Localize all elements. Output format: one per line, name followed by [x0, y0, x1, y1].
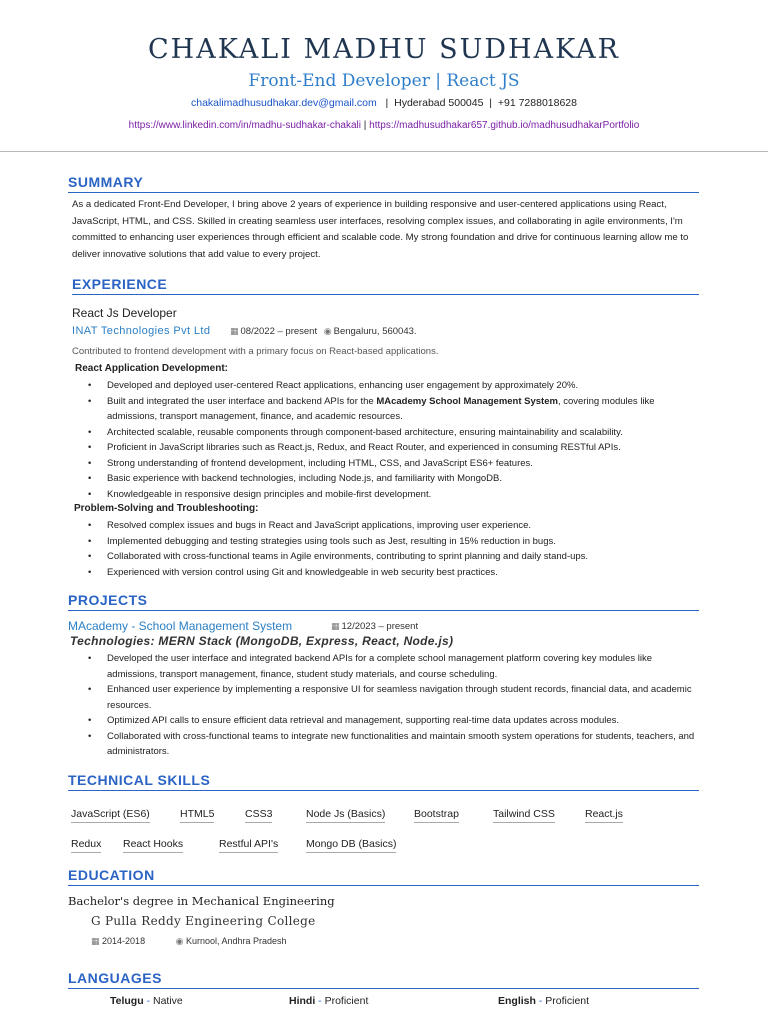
education-years: 2014-2018	[102, 936, 146, 946]
project-tech: Technologies: MERN Stack (MongoDB, Express, React, Node.js)	[70, 634, 454, 648]
portfolio-link[interactable]: https://madhusudhakar657.github.io/madhusudhakarPortfolio	[369, 120, 640, 131]
header-divider	[0, 151, 768, 152]
candidate-name: CHAKALI MADHU SUDHAKAR	[148, 34, 620, 65]
group2-list	[88, 518, 703, 580]
project-meta	[331, 621, 418, 632]
job-location: Bengaluru, 560043.	[333, 326, 417, 337]
skill-tag: Restful API's	[219, 838, 278, 853]
list-item	[88, 394, 703, 425]
languages-heading: LANGUAGES	[68, 970, 699, 989]
group2-heading: Problem-Solving and Troubleshooting:	[74, 503, 259, 514]
calendar-icon: ▦	[230, 326, 239, 336]
language-dash: -	[146, 995, 151, 1007]
job-title: React Js Developer	[72, 306, 177, 320]
language-level: Proficient	[545, 995, 590, 1007]
skill-tag: HTML5	[180, 808, 214, 823]
skill-tag: Tailwind CSS	[493, 808, 555, 823]
skill-tag: React.js	[585, 808, 623, 823]
language-name: Telugu	[110, 995, 144, 1007]
list-item: • Developed the user interface and integrated backend APIs for a complete school management platform covering key modules like admissions, transport management, finance, student study materials, and course scheduling.	[88, 651, 703, 682]
item-bold-text: MAcademy School Management System	[376, 395, 558, 407]
language-name: Hindi	[289, 995, 316, 1007]
education-college: G Pulla Reddy Engineering College	[91, 914, 316, 928]
experience-heading: EXPERIENCE	[72, 276, 699, 295]
list-item: • Enhanced user experience by implementing a responsive UI for seamless navigation through student records, financial data, and academic resources.	[88, 682, 703, 713]
education-degree: Bachelor's degree in Mechanical Engineering	[68, 894, 335, 908]
calendar-icon: ▦	[91, 936, 100, 946]
education-heading: EDUCATION	[68, 867, 699, 886]
language-item	[498, 995, 589, 1007]
language-name: English	[498, 995, 536, 1007]
links-separator: |	[363, 120, 367, 131]
location-pin-icon: ◉	[323, 326, 332, 336]
list-item: • Strong understanding of frontend development, including HTML, CSS, and JavaScript ES6+ features.	[88, 456, 703, 472]
calendar-icon: ▦	[331, 621, 340, 631]
projects-heading: PROJECTS	[68, 592, 699, 611]
summary-heading: SUMMARY	[68, 174, 699, 193]
job-meta	[230, 326, 417, 337]
list-item: • Developed and deployed user-centered React applications, enhancing user engagement by approximately 20%.	[88, 378, 703, 394]
item-text: , covering modules like admissions, transport management, finance, and academic resources.	[107, 395, 655, 422]
project-name: MAcademy - School Management System	[68, 619, 293, 633]
skill-tag: React Hooks	[123, 838, 183, 853]
skill-tag: Redux	[71, 838, 101, 853]
list-item: • Basic experience with backend technologies, including Node.js, and familiarity with MongoDB.	[88, 471, 703, 487]
phone-text: +91 7288018628	[497, 97, 577, 109]
location-pin-icon: ◉	[175, 936, 184, 946]
job-intro: Contributed to frontend development with a primary focus on React-based applications.	[72, 346, 439, 357]
job-dates: 08/2022 – present	[240, 326, 318, 337]
language-level: Native	[152, 995, 183, 1007]
email-link[interactable]: chakalimadhusudhakar.dev@gmail.com	[191, 97, 377, 109]
education-meta	[91, 936, 287, 947]
skills-heading: TECHNICAL SKILLS	[68, 772, 699, 791]
list-item: • Optimized API calls to ensure efficient data retrieval and management, supporting real-time data updates across modules.	[88, 713, 703, 729]
list-item: • Collaborated with cross-functional teams in Agile environments, contributing to sprint planning and daily stand-ups.	[88, 549, 703, 565]
skill-tag: Node Js (Basics)	[306, 808, 385, 823]
list-item: • Implemented debugging and testing strategies using tools such as Jest, resulting in 15% reduction in bugs.	[88, 534, 703, 550]
item-text: Built and integrated the user interface and backend APIs for the	[107, 395, 377, 407]
language-level: Proficient	[324, 995, 369, 1007]
project-dates: 12/2023 – present	[341, 621, 419, 632]
contact-line	[0, 97, 768, 109]
language-item	[110, 995, 183, 1007]
list-item: • Knowledgeable in responsive design principles and mobile-first development.	[88, 487, 703, 503]
list-item: • Collaborated with cross-functional teams to integrate new functionalities and maintain smooth system operations for students, teachers, and administrators.	[88, 729, 703, 760]
list-item: • Architected scalable, reusable components through component-based architecture, ensuring maintainability and scalability.	[88, 425, 703, 441]
skill-tag: Mongo DB (Basics)	[306, 838, 396, 853]
language-item	[289, 995, 368, 1007]
company-name: INAT Technologies Pvt Ltd	[72, 325, 211, 337]
language-dash: -	[538, 995, 543, 1007]
candidate-role: Front-End Developer | React JS	[248, 71, 520, 91]
list-item: • Proficient in JavaScript libraries such as React.js, Redux, and React Router, and experienced in consuming RESTful APIs.	[88, 440, 703, 456]
education-location: Kurnool, Andhra Pradesh	[185, 936, 287, 946]
location-text: Hyderabad 500045	[394, 97, 484, 109]
list-item: • Experienced with version control using Git and knowledgeable in web security best practices.	[88, 565, 703, 581]
contact-separator: |	[385, 97, 389, 109]
list-item: • Resolved complex issues and bugs in React and JavaScript applications, improving user experience.	[88, 518, 703, 534]
project-list	[88, 651, 703, 760]
skill-tag: CSS3	[245, 808, 272, 823]
linkedin-link[interactable]: https://www.linkedin.com/in/madhu-sudhakar-chakali	[128, 120, 361, 131]
contact-separator: |	[489, 97, 493, 109]
group1-list	[88, 378, 703, 502]
group1-heading: React Application Development:	[75, 363, 228, 374]
links-line	[0, 120, 768, 131]
language-dash: -	[318, 995, 322, 1007]
skill-tag: Bootstrap	[414, 808, 459, 823]
skill-tag: JavaScript (ES6)	[71, 808, 150, 823]
summary-text: As a dedicated Front-End Developer, I bring above 2 years of experience in building responsive and user-centered applications using React, JavaScript, HTML, and CSS. Skilled in creating seamless user interfaces, resolving complex issues, and collaborating in agile environments, I'm committed to enhancing user experiences through efficient and scalable code. My strong foundation and drive for continuous learning allow me to deliver innovative solutions that add value to every project.	[72, 199, 689, 260]
